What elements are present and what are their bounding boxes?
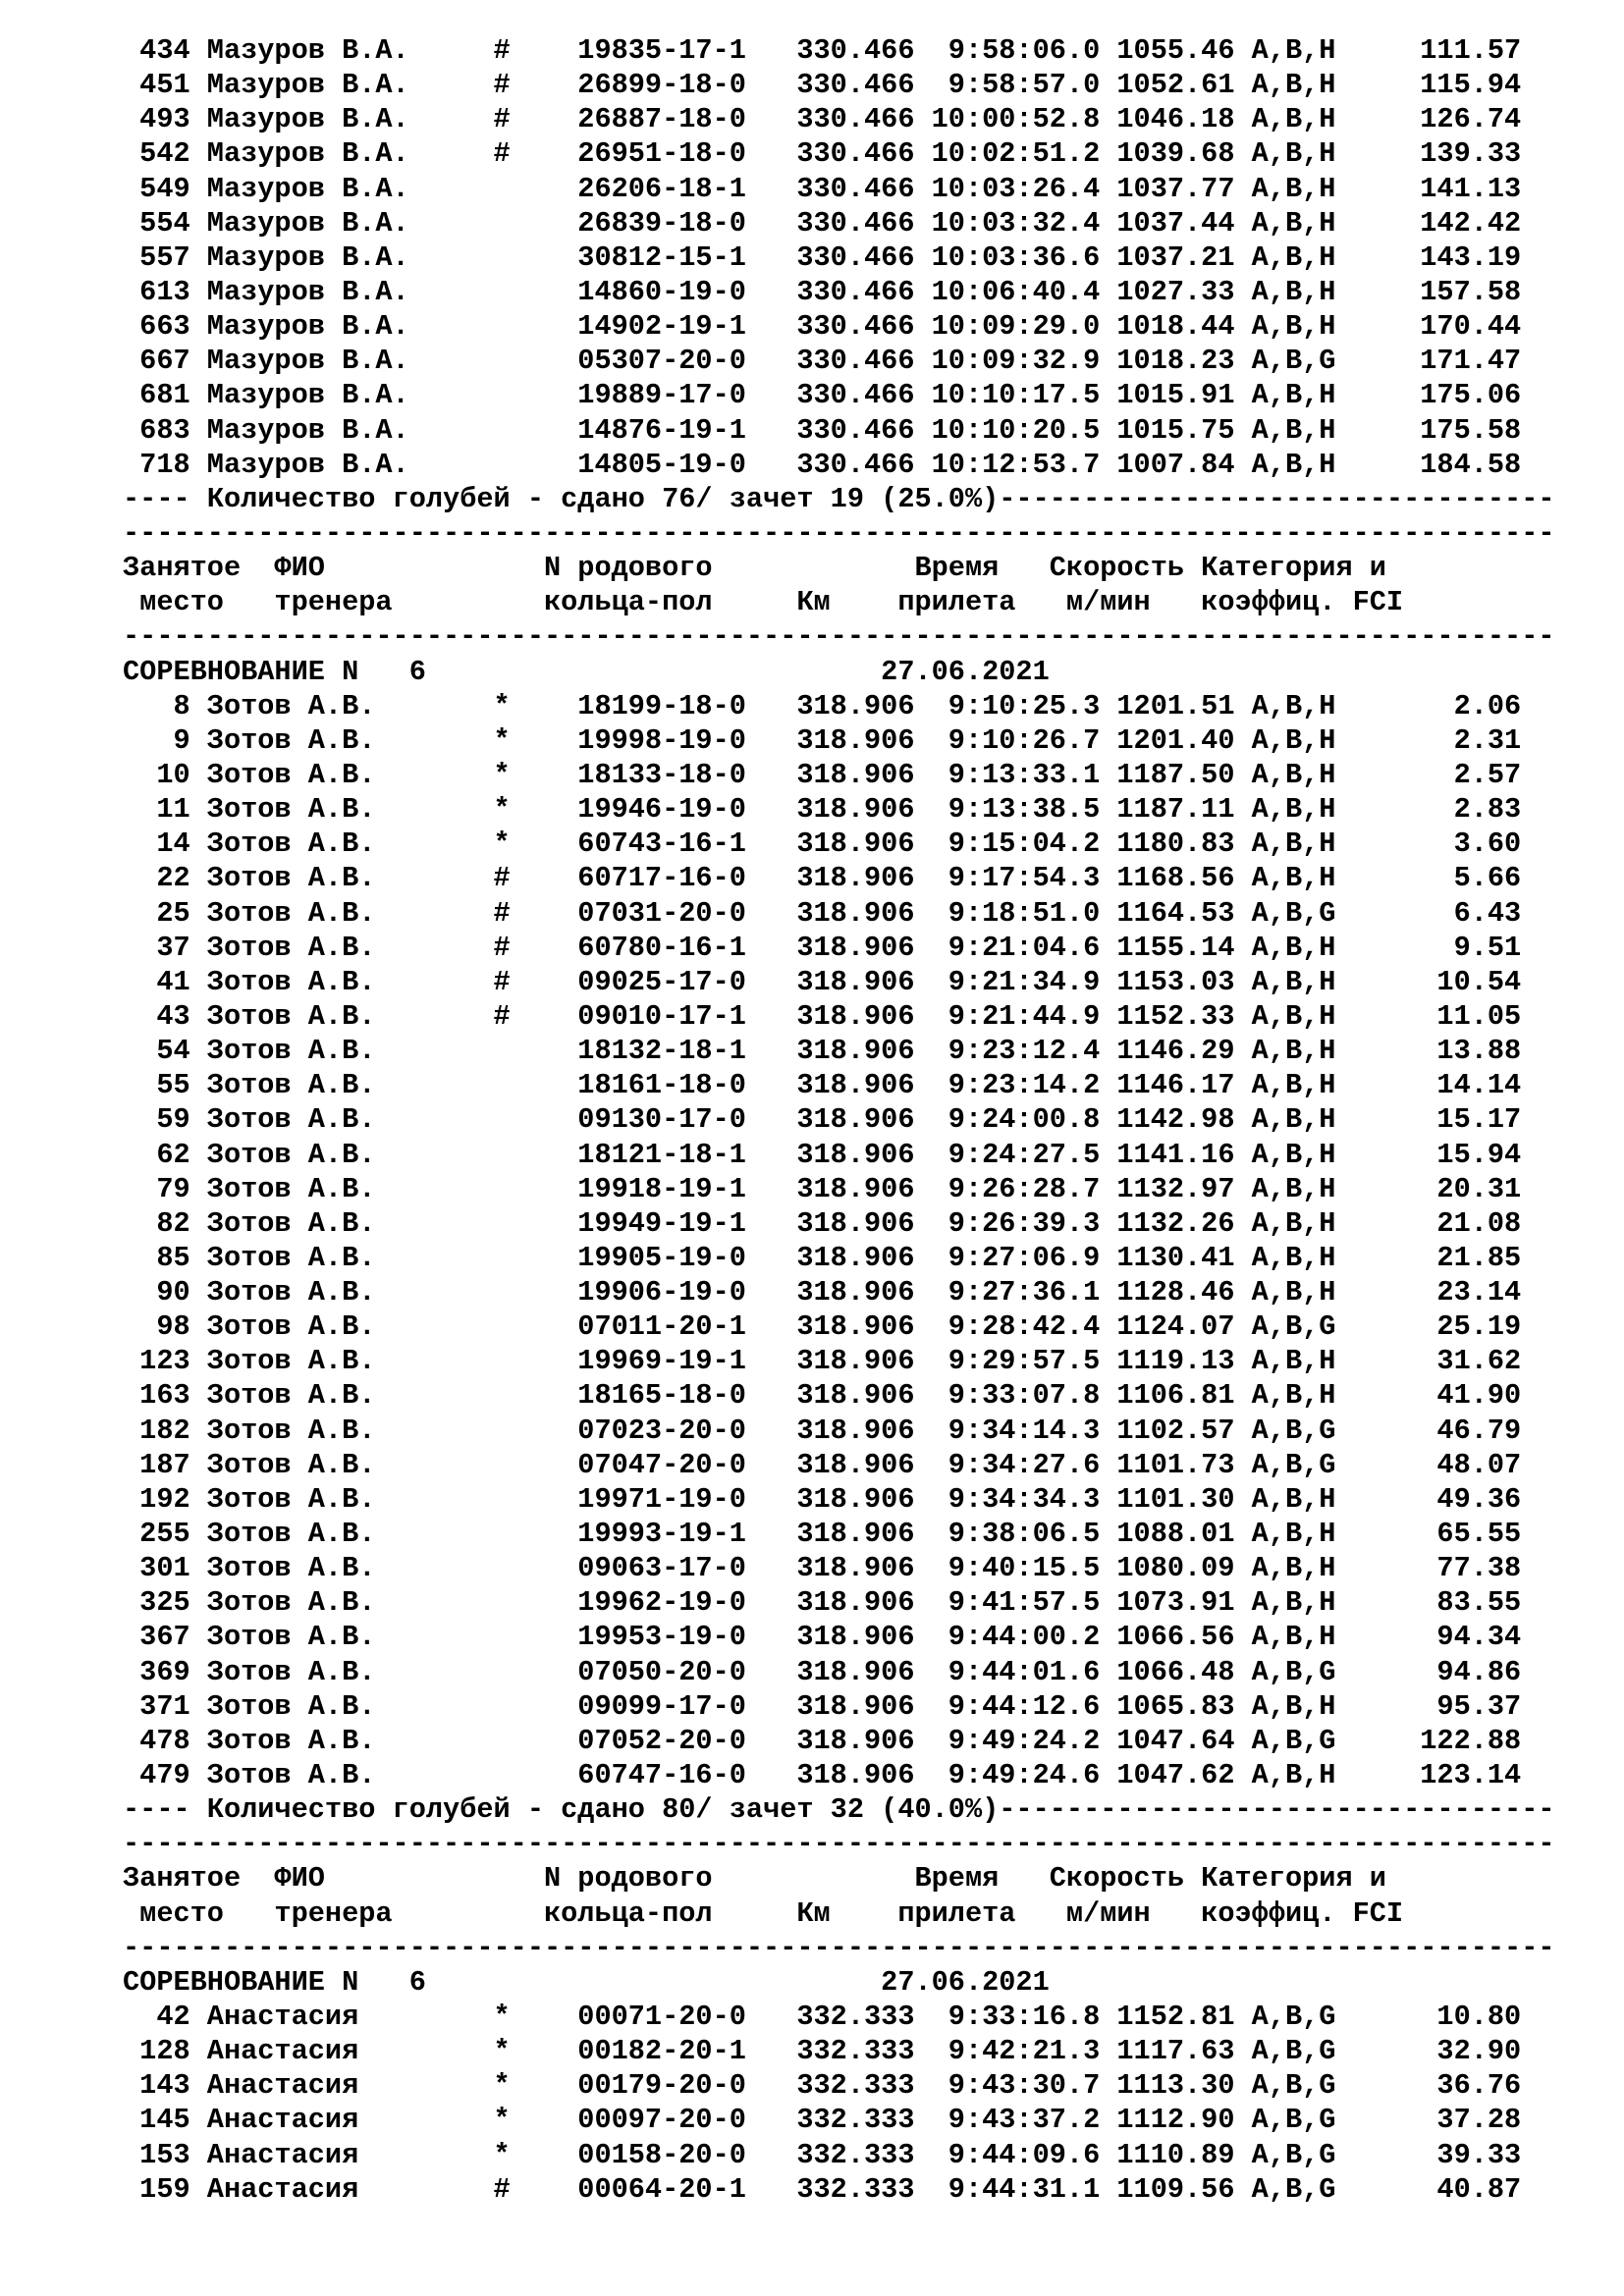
report-line: 187 Зотов А.В. 07047-20-0 318.906 9:34:27.6 1101.73 A,B,G 48.07 — [123, 1448, 1522, 1481]
report-line: 663 Мазуров В.А. 14902-19-1 330.466 10:09:29.0 1018.44 A,B,H 170.44 — [123, 310, 1522, 344]
report-line: 718 Мазуров В.А. 14805-19-0 330.466 10:12:53.7 1007.84 A,B,H 184.58 — [123, 448, 1522, 481]
report-line: 479 Зотов А.В. 60747-16-0 318.906 9:49:24.6 1047.62 A,B,H 123.14 — [123, 1759, 1522, 1792]
report-line: 153 Анастасия * 00158-20-0 332.333 9:44:09.6 1110.89 A,B,G 39.33 — [123, 2138, 1522, 2171]
report-line: 82 Зотов А.В. 19949-19-1 318.906 9:26:39.3 1132.26 A,B,H 21.08 — [123, 1206, 1522, 1240]
report-line: 43 Зотов А.В. # 09010-17-1 318.906 9:21:44.9 1152.33 A,B,H 11.05 — [123, 999, 1522, 1033]
report-line: 143 Анастасия * 00179-20-0 332.333 9:43:30.7 1113.30 A,B,G 36.76 — [123, 2069, 1522, 2103]
report-line: 9 Зотов А.В. * 19998-19-0 318.906 9:10:26.7 1201.40 A,B,H 2.31 — [123, 723, 1522, 757]
report-line: 557 Мазуров В.А. 30812-15-1 330.466 10:03:36.6 1037.21 A,B,H 143.19 — [123, 240, 1522, 274]
report-line: 123 Зотов А.В. 19969-19-1 318.906 9:29:57.5 1119.13 A,B,H 31.62 — [123, 1345, 1522, 1378]
report-line: ------------------------------------------------------------------------------------- — [123, 516, 1555, 550]
report-line: 25 Зотов А.В. # 07031-20-0 318.906 9:18:51.0 1164.53 A,B,G 6.43 — [123, 896, 1522, 930]
report-line: 554 Мазуров В.А. 26839-18-0 330.466 10:03:32.4 1037.44 A,B,H 142.42 — [123, 206, 1522, 240]
report-line: 10 Зотов А.В. * 18133-18-0 318.906 9:13:33.1 1187.50 A,B,H 2.57 — [123, 758, 1522, 791]
report-line: 369 Зотов А.В. 07050-20-0 318.906 9:44:01.6 1066.48 A,B,G 94.86 — [123, 1655, 1522, 1688]
report-line: 613 Мазуров В.А. 14860-19-0 330.466 10:06:40.4 1027.33 A,B,H 157.58 — [123, 275, 1522, 308]
report-line: 159 Анастасия # 00064-20-1 332.333 9:44:31.1 1109.56 A,B,G 40.87 — [123, 2172, 1522, 2206]
report-line: 451 Мазуров В.А. # 26899-18-0 330.466 9:58:57.0 1052.61 A,B,H 115.94 — [123, 69, 1522, 102]
report-line: Занятое ФИО N родового Время Скорость Категория и — [123, 552, 1386, 585]
report-line: 145 Анастасия * 00097-20-0 332.333 9:43:37.2 1112.90 A,B,G 37.28 — [123, 2104, 1522, 2137]
report-line: СОРЕВНОВАНИЕ N 6 27.06.2021 — [123, 655, 1050, 688]
report-line: 667 Мазуров В.А. 05307-20-0 330.466 10:09:32.9 1018.23 A,B,G 171.47 — [123, 345, 1522, 378]
report-line: 79 Зотов А.В. 19918-19-1 318.906 9:26:28.7 1132.97 A,B,H 20.31 — [123, 1172, 1522, 1205]
report-line: Занятое ФИО N родового Время Скорость Категория и — [123, 1862, 1386, 1896]
report-line: ------------------------------------------------------------------------------------- — [123, 1828, 1555, 1861]
report-line: ---- Количество голубей - сдано 80/ зачет 32 (40.0%)--------------------------------- — [123, 1793, 1555, 1827]
report-line: 54 Зотов А.В. 18132-18-1 318.906 9:23:12.4 1146.29 A,B,H 13.88 — [123, 1035, 1522, 1068]
report-line: 192 Зотов А.В. 19971-19-0 318.906 9:34:34.3 1101.30 A,B,H 49.36 — [123, 1482, 1522, 1516]
report-line: 478 Зотов А.В. 07052-20-0 318.906 9:49:24.2 1047.64 A,B,G 122.88 — [123, 1724, 1522, 1757]
report-line: 8 Зотов А.В. * 18199-18-0 318.906 9:10:25.3 1201.51 A,B,H 2.06 — [123, 689, 1522, 722]
report-line: 55 Зотов А.В. 18161-18-0 318.906 9:23:14.2 1146.17 A,B,H 14.14 — [123, 1069, 1522, 1102]
report-line: 542 Мазуров В.А. # 26951-18-0 330.466 10:02:51.2 1039.68 A,B,H 139.33 — [123, 137, 1522, 171]
report-line: 42 Анастасия * 00071-20-0 332.333 9:33:16.8 1152.81 A,B,G 10.80 — [123, 2001, 1522, 2034]
report-line: 367 Зотов А.В. 19953-19-0 318.906 9:44:00.2 1066.56 A,B,H 94.34 — [123, 1621, 1522, 1654]
report-line: 85 Зотов А.В. 19905-19-0 318.906 9:27:06.9 1130.41 A,B,H 21.85 — [123, 1241, 1522, 1274]
report-line: 683 Мазуров В.А. 14876-19-1 330.466 10:10:20.5 1015.75 A,B,H 175.58 — [123, 413, 1522, 447]
report-line: 11 Зотов А.В. * 19946-19-0 318.906 9:13:38.5 1187.11 A,B,H 2.83 — [123, 793, 1522, 827]
report-line: ---- Количество голубей - сдано 76/ зачет 19 (25.0%)--------------------------------- — [123, 482, 1555, 515]
report-line: 434 Мазуров В.А. # 19835-17-1 330.466 9:58:06.0 1055.46 A,B,H 111.57 — [123, 34, 1522, 67]
report-line: 255 Зотов А.В. 19993-19-1 318.906 9:38:06.5 1088.01 A,B,H 65.55 — [123, 1518, 1522, 1551]
report-line: 62 Зотов А.В. 18121-18-1 318.906 9:24:27.5 1141.16 A,B,H 15.94 — [123, 1138, 1522, 1171]
report-line: 163 Зотов А.В. 18165-18-0 318.906 9:33:07.8 1106.81 A,B,H 41.90 — [123, 1379, 1522, 1413]
report-line: 128 Анастасия * 00182-20-1 332.333 9:42:21.3 1117.63 A,B,G 32.90 — [123, 2035, 1522, 2068]
report-line: 549 Мазуров В.А. 26206-18-1 330.466 10:03:26.4 1037.77 A,B,H 141.13 — [123, 172, 1522, 205]
report-line: место тренера кольца-пол Км прилета м/мин коэффиц. FCI — [123, 586, 1404, 619]
report-line: 37 Зотов А.В. # 60780-16-1 318.906 9:21:04.6 1155.14 A,B,H 9.51 — [123, 931, 1522, 964]
report-line: ------------------------------------------------------------------------------------- — [123, 1931, 1555, 1964]
report-line: 22 Зотов А.В. # 60717-16-0 318.906 9:17:54.3 1168.56 A,B,H 5.66 — [123, 862, 1522, 895]
results-report — [123, 33, 1555, 2207]
report-line: 182 Зотов А.В. 07023-20-0 318.906 9:34:14.3 1102.57 A,B,G 46.79 — [123, 1414, 1522, 1447]
report-line: 681 Мазуров В.А. 19889-17-0 330.466 10:10:17.5 1015.91 A,B,H 175.06 — [123, 379, 1522, 412]
report-line: место тренера кольца-пол Км прилета м/мин коэффиц. FCI — [123, 1896, 1404, 1930]
report-line: ------------------------------------------------------------------------------------- — [123, 620, 1555, 654]
report-line: 90 Зотов А.В. 19906-19-0 318.906 9:27:36.1 1128.46 A,B,H 23.14 — [123, 1276, 1522, 1309]
report-line: 98 Зотов А.В. 07011-20-1 318.906 9:28:42.4 1124.07 A,B,G 25.19 — [123, 1310, 1522, 1344]
report-line: 14 Зотов А.В. * 60743-16-1 318.906 9:15:04.2 1180.83 A,B,H 3.60 — [123, 828, 1522, 861]
report-line: 41 Зотов А.В. # 09025-17-0 318.906 9:21:34.9 1153.03 A,B,H 10.54 — [123, 965, 1522, 998]
report-line: 59 Зотов А.В. 09130-17-0 318.906 9:24:00.8 1142.98 A,B,H 15.17 — [123, 1103, 1522, 1137]
report-line: 301 Зотов А.В. 09063-17-0 318.906 9:40:15.5 1080.09 A,B,H 77.38 — [123, 1552, 1522, 1585]
report-line: 371 Зотов А.В. 09099-17-0 318.906 9:44:12.6 1065.83 A,B,H 95.37 — [123, 1689, 1522, 1723]
report-line: СОРЕВНОВАНИЕ N 6 27.06.2021 — [123, 1965, 1050, 1999]
report-line: 325 Зотов А.В. 19962-19-0 318.906 9:41:57.5 1073.91 A,B,H 83.55 — [123, 1586, 1522, 1620]
report-line: 493 Мазуров В.А. # 26887-18-0 330.466 10:00:52.8 1046.18 A,B,H 126.74 — [123, 103, 1522, 136]
